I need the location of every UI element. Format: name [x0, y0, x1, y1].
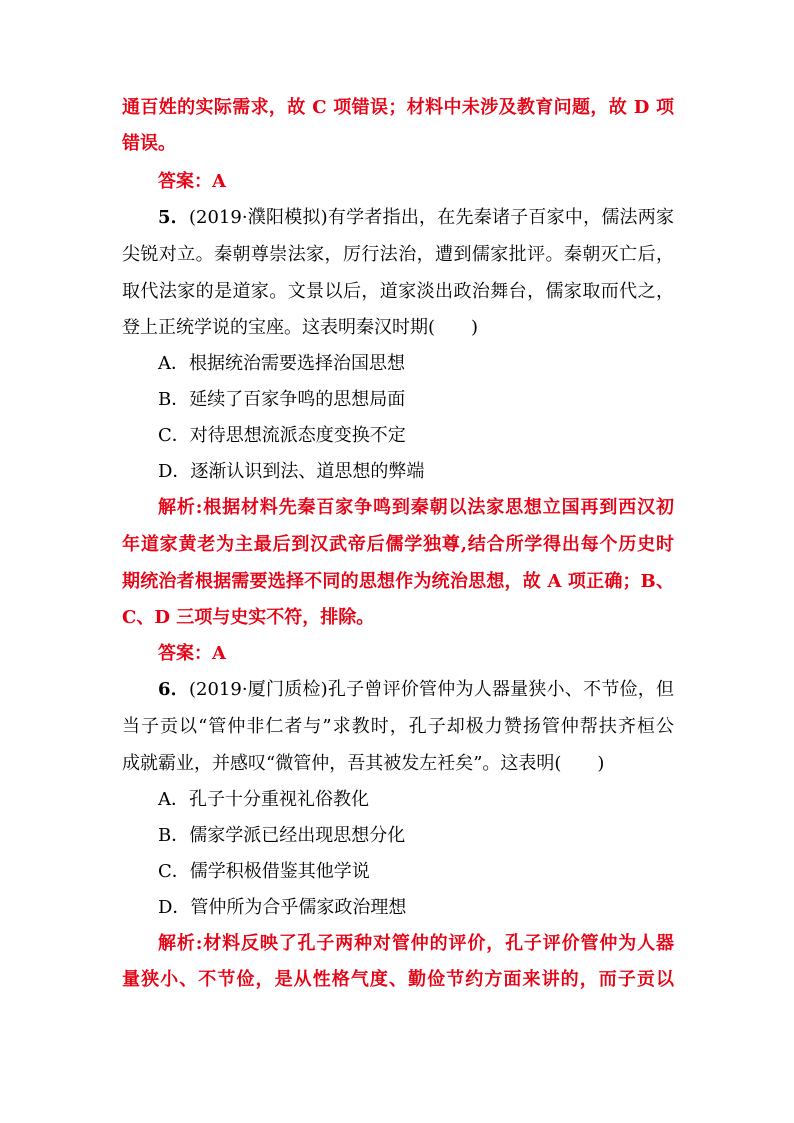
- q6-stem-text-1: (2019·厦门质检)孔子曾评价管仲为人器量狭小、不节俭，但: [188, 679, 674, 700]
- q5-stem-text-1: (2019·濮阳模拟)有学者指出，在先秦诸子百家中，儒法两家: [188, 207, 674, 228]
- q5-option-a: A．根据统治需要选择治国思想: [158, 353, 405, 374]
- q5-explanation-text-1: 根据材料先秦百家争鸣到秦朝以法家思想立国再到西汉初: [202, 497, 674, 518]
- q6-option-b: B．儒家学派已经出现思想分化: [158, 825, 406, 846]
- q6-explanation-label: 解析:: [158, 933, 203, 954]
- q6-stem-line-2: 当子贡以“管仲非仁者与”求教时，孔子却极力赞扬管仲帮扶齐桓公: [122, 716, 674, 737]
- q6-option-d: D．管仲所为合乎儒家政治理想: [158, 897, 407, 918]
- q5-option-d: D．逐渐认识到法、道思想的弊端: [158, 461, 425, 482]
- q5-stem-line-2: 尖锐对立。秦朝尊崇法家，厉行法治，遭到儒家批评。秦朝灭亡后，: [122, 244, 674, 265]
- q5-explanation-line-4: C、D 三项与史实不符，排除。: [122, 607, 375, 628]
- q5-number: 5．: [158, 207, 189, 228]
- q6-option-c: C．儒学积极借鉴其他学说: [158, 861, 370, 882]
- q5-option-c: C．对待思想流派态度变换不定: [158, 425, 406, 446]
- q5-stem-line-1: [158, 207, 674, 229]
- q6-number: 6．: [158, 679, 189, 700]
- q5-stem-line-4: 登上正统学说的宝座。这表明秦汉时期( ): [122, 317, 479, 338]
- q6-stem-line-1: [158, 679, 674, 701]
- q6-explanation-text-1: 材料反映了孔子两种对管仲的评价，孔子评价管仲为人器: [202, 933, 674, 954]
- q5-option-b: B．延续了百家争鸣的思想局面: [158, 389, 406, 410]
- q5-explanation-line-1: [158, 497, 674, 519]
- q6-explanation-line-1: [158, 933, 674, 955]
- q5-stem-line-3: 取代法家的是道家。文景以后，道家淡出政治舞台，儒家取而代之，: [122, 281, 674, 302]
- q5-explanation-line-2: 年道家黄老为主最后到汉武帝后儒学独尊,结合所学得出每个历史时: [122, 534, 674, 555]
- prev-explanation-line-2: 错误。: [122, 133, 176, 154]
- q6-explanation-line-2: 量狭小、不节俭，是从性格气度、勤俭节约方面来讲的，而子贡以: [122, 969, 674, 990]
- q6-option-a: A．孔子十分重视礼俗教化: [158, 789, 369, 810]
- prev-answer: 答案：A: [158, 171, 226, 192]
- prev-explanation-line-1: 通百姓的实际需求，故 C 项错误；材料中未涉及教育问题，故 D 项: [122, 97, 674, 118]
- q5-explanation-label: 解析:: [158, 497, 203, 518]
- q5-answer: 答案：A: [158, 643, 226, 664]
- q6-stem-line-3: 成就霸业，并感叹“微管仲，吾其被发左衽矣”。这表明( ): [122, 753, 605, 774]
- q5-explanation-line-3: 期统治者根据需要选择不同的思想作为统治思想，故 A 项正确；B、: [122, 571, 674, 592]
